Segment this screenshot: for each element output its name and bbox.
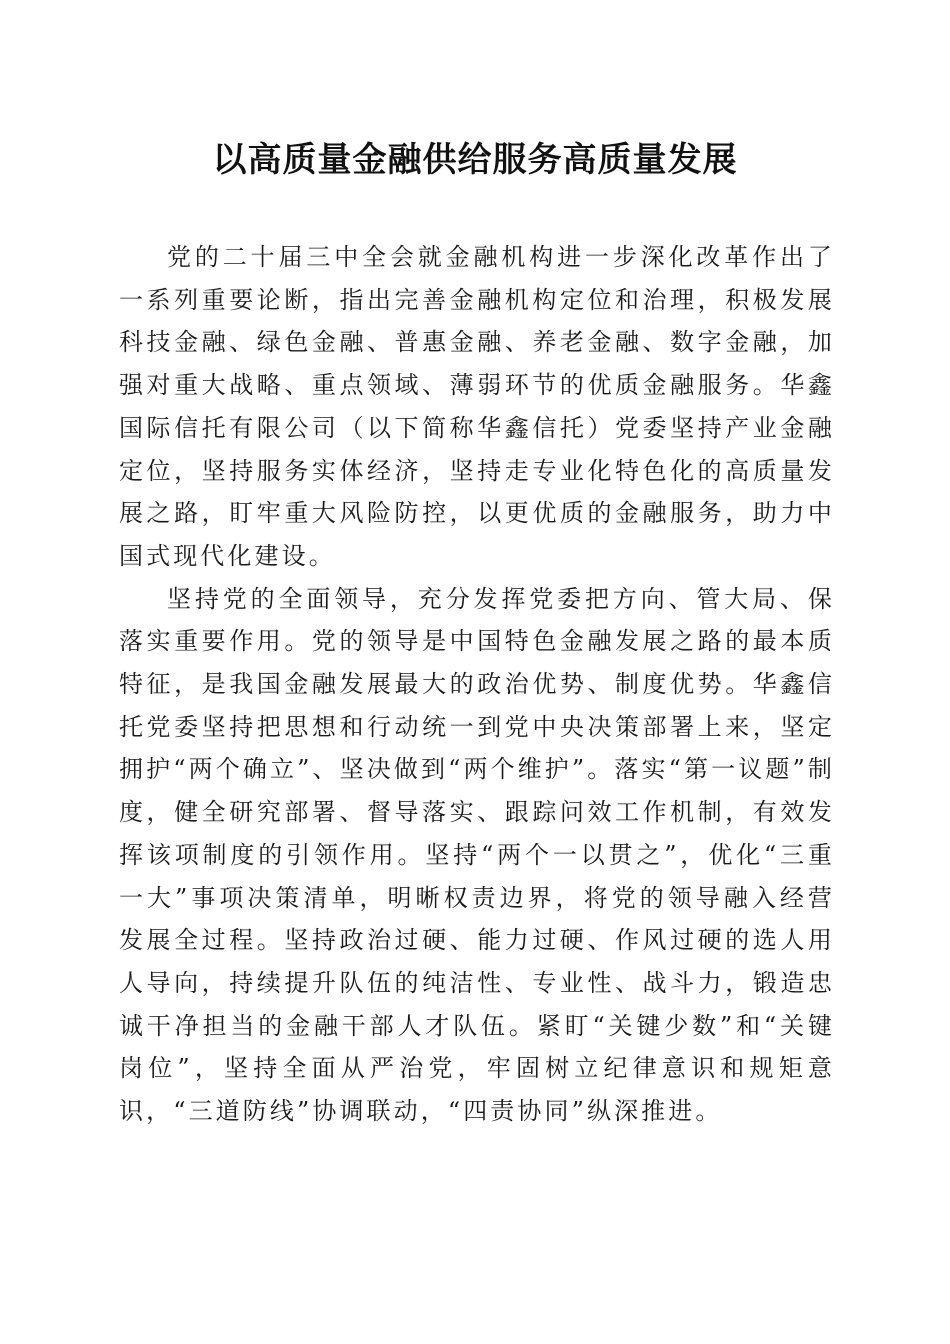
paragraph-intro: 党的二十届三中全会就金融机构进一步深化改革作出了一系列重要论断，指出完善金融机构定位和治理，积极发展科技金融、绿色金融、普惠金融、养老金融、数字金融，加强对重大战略、重点领域、薄弱环节的优质金融服务。华鑫国际信托有限公司（以下简称华鑫信托）党委坚持产业金融定位，坚持服务实体经济，坚持走专业化特色化的高质量发展之路，盯牢重大风险防控，以更优质的金融服务，助力中国式现代化建设。 <box>119 243 835 570</box>
document-title: 以高质量金融供给服务高质量发展 <box>212 140 738 180</box>
document-body <box>119 236 835 1133</box>
paragraph-party-leadership: 坚持党的全面领导，充分发挥党委把方向、管大局、保落实重要作用。党的领导是中国特色金融发展之路的最本质特征，是我国金融发展最大的政治优势、制度优势。华鑫信托党委坚持把思想和行动统一到党中央决策部署上来，坚定拥护“两个确立”、坚决做到“两个维护”。落实“第一议题”制度，健全研究部署、督导落实、跟踪问效工作机制，有效发挥该项制度的引领作用。坚持“两个一以贯之”，优化“三重一大”事项决策清单，明晰权责边界，将党的领导融入经营发展全过程。坚持政治过硬、能力过硬、作风过硬的选人用人导向，持续提升队伍的纯洁性、专业性、战斗力，锻造忠诚干净担当的金融干部人才队伍。紧盯“关键少数”和“关键岗位”，坚持全面从严治党，牢固树立纪律意识和规矩意识，“三道防线”协调联动，“四责协同”纵深推进。 <box>119 584 835 1126</box>
